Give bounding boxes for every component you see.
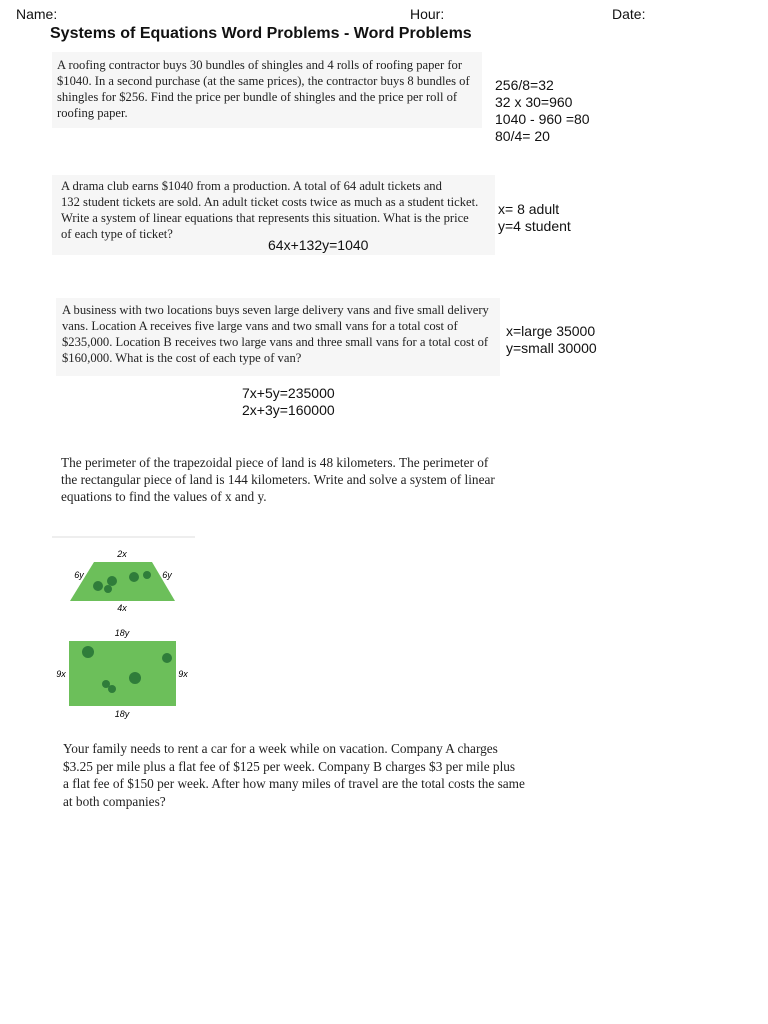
rectangle-bottom-label: 18y xyxy=(114,709,130,719)
answer-line: x= 8 adult xyxy=(498,201,560,217)
hour-label: Hour: xyxy=(410,6,445,22)
answer-line: y=4 student xyxy=(498,218,571,234)
problem-line: shingles for $256. Find the price per bundle of shingles and the price per roll of xyxy=(57,90,458,104)
problem-line: $1040. In a second purchase (at the same prices), the contractor buys 8 bundles of xyxy=(57,74,470,88)
problem-1-text xyxy=(57,57,475,121)
problem-line: $3.25 per mile plus a flat fee of $125 per week. Company B charges $3 per mile plus xyxy=(63,758,516,774)
problem-line: roofing paper. xyxy=(57,106,128,120)
problem-line: A drama club earns $1040 from a production. A total of 64 adult tickets and xyxy=(61,179,442,193)
trapezoid-right-label: 6y xyxy=(162,570,172,580)
problem-line: Write a system of linear equations that represents this situation. What is the price xyxy=(61,211,469,225)
problem-line: $160,000. What is the cost of each type of van? xyxy=(62,351,302,365)
problem-2-equation: 64x+132y=1040 xyxy=(268,237,369,253)
tree-icon xyxy=(82,646,94,658)
tree-icon xyxy=(143,571,151,579)
tree-icon xyxy=(108,685,116,693)
rectangle-left-label: 9x xyxy=(56,669,66,679)
problem-line: of each type of ticket? xyxy=(61,227,173,241)
problem-3-answer xyxy=(506,323,597,357)
problem-1-work xyxy=(495,77,590,145)
tree-icon xyxy=(129,672,141,684)
work-line: 1040 - 960 =80 xyxy=(495,111,590,127)
tree-icon xyxy=(93,581,103,591)
date-label: Date: xyxy=(612,6,646,22)
equation-line: 2x+3y=160000 xyxy=(242,402,335,418)
work-line: 80/4= 20 xyxy=(495,128,550,144)
problem-line: $235,000. Location B receives two large vans and three small vans for a total cost of xyxy=(62,335,489,349)
work-line: 256/8=32 xyxy=(495,77,554,93)
problem-line: A business with two locations buys seven large delivery vans and five small delivery xyxy=(62,303,489,317)
name-label: Name: xyxy=(16,6,58,22)
problem-line: A roofing contractor buys 30 bundles of shingles and 4 rolls of roofing paper for xyxy=(57,58,463,72)
rectangle-figure xyxy=(52,624,197,722)
trapezoid-left-label: 6y xyxy=(74,570,84,580)
problem-2-answer xyxy=(498,201,571,235)
rectangle-right-label: 9x xyxy=(178,669,188,679)
problem-4-text xyxy=(61,454,511,505)
tree-icon xyxy=(104,585,112,593)
trapezoid-land xyxy=(70,562,175,601)
answer-line: y=small 30000 xyxy=(506,340,597,356)
equation-line: 7x+5y=235000 xyxy=(242,385,335,401)
problem-3-equations xyxy=(242,385,335,419)
problem-5-text xyxy=(63,740,549,810)
problem-line: Your family needs to rent a car for a week while on vacation. Company A charges xyxy=(63,741,498,756)
problem-line: 132 student tickets are sold. An adult ticket costs twice as much as a student ticket. xyxy=(61,195,479,209)
work-line: 32 x 30=960 xyxy=(495,94,573,110)
problem-line: a flat fee of $150 per week. After how many miles of travel are the total costs the same xyxy=(63,776,525,791)
problem-2-text xyxy=(61,178,489,242)
problem-line: equations to find the values of x and y. xyxy=(61,489,267,504)
tree-icon xyxy=(129,572,139,582)
page-title: Systems of Equations Word Problems - Word Problems xyxy=(50,25,472,42)
trapezoid-top-label: 2x xyxy=(117,549,127,559)
problem-3-text xyxy=(62,302,494,366)
problem-line: the rectangular piece of land is 144 kilometers. Write and solve a system of linear xyxy=(61,472,495,487)
tree-icon xyxy=(162,653,172,663)
answer-line: x=large 35000 xyxy=(506,323,596,339)
tree-icon xyxy=(107,576,117,586)
problem-line: at both companies? xyxy=(63,793,166,809)
problem-line: The perimeter of the trapezoidal piece of land is 48 kilometers. The perimeter of xyxy=(61,455,489,470)
trapezoid-figure xyxy=(52,536,197,616)
trapezoid-bottom-label: 4x xyxy=(117,603,127,613)
problem-line: vans. Location A receives five large vans and two small vans for a total cost of xyxy=(62,319,458,333)
rectangle-top-label: 18y xyxy=(114,628,130,638)
